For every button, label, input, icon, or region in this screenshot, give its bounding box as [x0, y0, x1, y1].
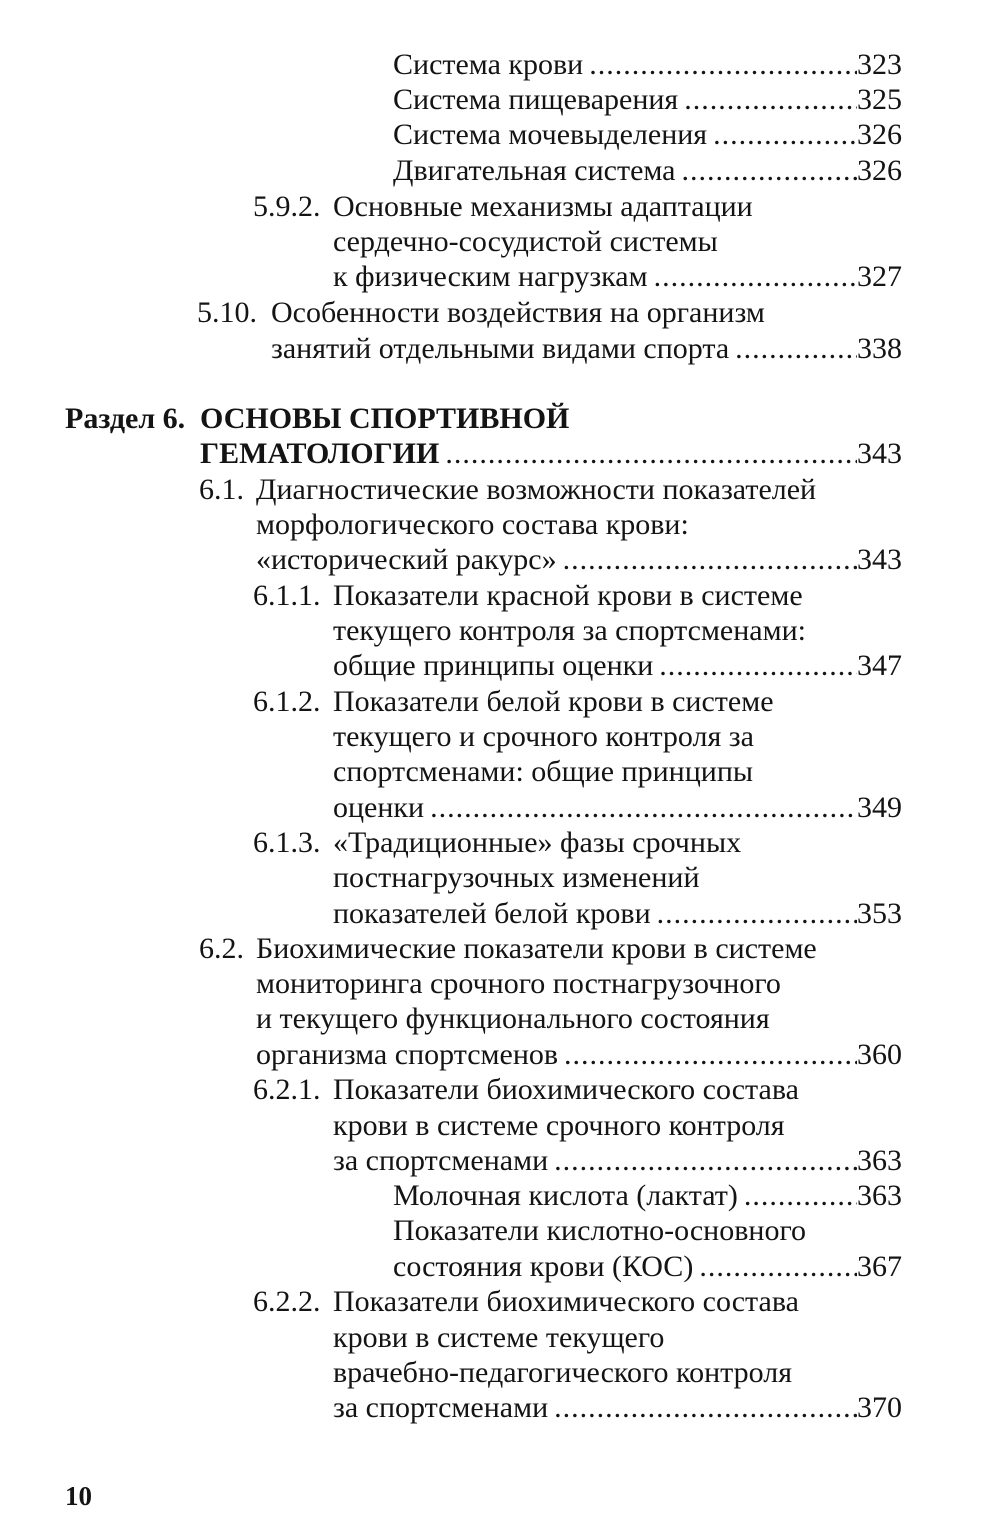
- entry-title: к физическим нагрузкам: [333, 260, 648, 293]
- leader-dots: [744, 1178, 857, 1214]
- leader-dots: [713, 117, 857, 153]
- entry-title: ГЕМАТОЛОГИИ: [200, 437, 440, 470]
- entry-line: и текущего функционального состояния: [256, 1002, 770, 1035]
- section-number: 6.2.2.: [253, 1285, 321, 1318]
- leader-dots: [681, 153, 857, 189]
- entry-page: 343: [857, 437, 902, 470]
- leader-dots: [659, 648, 857, 684]
- entry-page: 323: [857, 48, 902, 81]
- leader-dots: [563, 542, 857, 578]
- leader-dots: [699, 1249, 857, 1285]
- toc-entry: [333, 1390, 902, 1426]
- entry-title: за спортсменами: [333, 1144, 549, 1177]
- toc-entry: [393, 1249, 902, 1285]
- entry-title: Система пищеварения: [393, 83, 679, 116]
- toc-entry: [333, 896, 902, 932]
- entry-line: морфологического состава крови:: [256, 508, 689, 541]
- entry-page: 360: [857, 1038, 902, 1071]
- entry-line: мониторинга срочного постнагрузочного: [256, 967, 781, 1000]
- section-number: 6.1.: [199, 473, 244, 506]
- entry-page: 370: [857, 1391, 902, 1424]
- entry-line: Основные механизмы адаптации: [333, 190, 753, 223]
- entry-page: 338: [857, 332, 902, 365]
- entry-line: Особенности воздействия на организм: [271, 296, 765, 329]
- entry-page: 325: [857, 83, 902, 116]
- entry-title: Молочная кислота (лактат): [393, 1179, 738, 1212]
- section-number: Раздел 6.: [65, 402, 186, 435]
- leader-dots: [564, 1037, 857, 1073]
- entry-title: «исторический ракурс»: [256, 543, 557, 576]
- toc-entry: [271, 331, 902, 367]
- leader-dots: [554, 1390, 857, 1426]
- section-number: 6.2.1.: [253, 1073, 321, 1106]
- entry-title: Система крови: [393, 48, 584, 81]
- entry-title: состояния крови (КОС): [393, 1250, 694, 1283]
- toc-entry: [256, 1037, 902, 1073]
- entry-line: врачебно-педагогического контроля: [333, 1356, 792, 1389]
- entry-title: занятий отдельными видами спорта: [271, 332, 730, 365]
- toc-entry: [393, 117, 902, 153]
- entry-line: постнагрузочных изменений: [333, 861, 700, 894]
- entry-title: организма спортсменов: [256, 1038, 559, 1071]
- toc-entry: [333, 1143, 902, 1179]
- leader-dots: [657, 896, 857, 932]
- entry-page: 326: [857, 154, 902, 187]
- entry-line: Показатели биохимического состава: [333, 1285, 799, 1318]
- entry-page: 347: [857, 649, 902, 682]
- entry-line: текущего контроля за спортсменами:: [333, 614, 806, 647]
- entry-page: 353: [857, 897, 902, 930]
- section-number: 6.1.2.: [253, 685, 321, 718]
- entry-title: показателей белой крови: [333, 897, 651, 930]
- entry-page: 326: [857, 118, 902, 151]
- entry-page: 363: [857, 1179, 902, 1212]
- entry-line: Показатели биохимического состава: [333, 1073, 799, 1106]
- entry-page: 363: [857, 1144, 902, 1177]
- section-heading: ОСНОВЫ СПОРТИВНОЙ: [200, 402, 570, 435]
- entry-line: крови в системе срочного контроля: [333, 1109, 785, 1142]
- toc-entry: [393, 1178, 902, 1214]
- leader-dots: [684, 82, 857, 118]
- entry-page: 343: [857, 543, 902, 576]
- toc-entry: [333, 259, 902, 295]
- entry-title: Двигательная система: [393, 154, 676, 187]
- entry-page: 367: [857, 1250, 902, 1283]
- toc-entry: [256, 542, 902, 578]
- entry-title: за спортсменами: [333, 1391, 549, 1424]
- entry-line: текущего и срочного контроля за: [333, 720, 754, 753]
- entry-title: Система мочевыделения: [393, 118, 708, 151]
- leader-dots: [445, 436, 857, 472]
- section-number: 6.1.1.: [253, 579, 321, 612]
- page-number: 10: [65, 1481, 92, 1511]
- entry-line: спортсменами: общие принципы: [333, 755, 754, 788]
- entry-title: общие принципы оценки: [333, 649, 654, 682]
- entry-line: «Традиционные» фазы срочных: [333, 826, 742, 859]
- entry-line: сердечно-сосудистой системы: [333, 225, 718, 258]
- section-number: 6.1.3.: [253, 826, 321, 859]
- entry-line: Диагностические возможности показателей: [256, 473, 817, 506]
- entry-page: 327: [857, 260, 902, 293]
- entry-line: Показатели кислотно-основного: [393, 1214, 807, 1247]
- entry-line: Показатели белой крови в системе: [333, 685, 774, 718]
- leader-dots: [589, 47, 857, 83]
- entry-line: Показатели красной крови в системе: [333, 579, 803, 612]
- toc-entry: [393, 153, 902, 189]
- toc-entry: [333, 648, 902, 684]
- leader-dots: [735, 331, 857, 367]
- section-number: 6.2.: [199, 932, 244, 965]
- leader-dots: [654, 259, 857, 295]
- entry-line: крови в системе текущего: [333, 1321, 665, 1354]
- toc-entry: [333, 790, 902, 826]
- section-number: 5.10.: [197, 296, 257, 329]
- toc-entry: [393, 82, 902, 118]
- entry-title: оценки: [333, 791, 425, 824]
- entry-line: Биохимические показатели крови в системе: [256, 932, 817, 965]
- toc-entry: [200, 436, 902, 472]
- leader-dots: [430, 790, 857, 826]
- toc-entry: [393, 47, 902, 83]
- leader-dots: [554, 1143, 857, 1179]
- section-number: 5.9.2.: [253, 190, 321, 223]
- entry-page: 349: [857, 791, 902, 824]
